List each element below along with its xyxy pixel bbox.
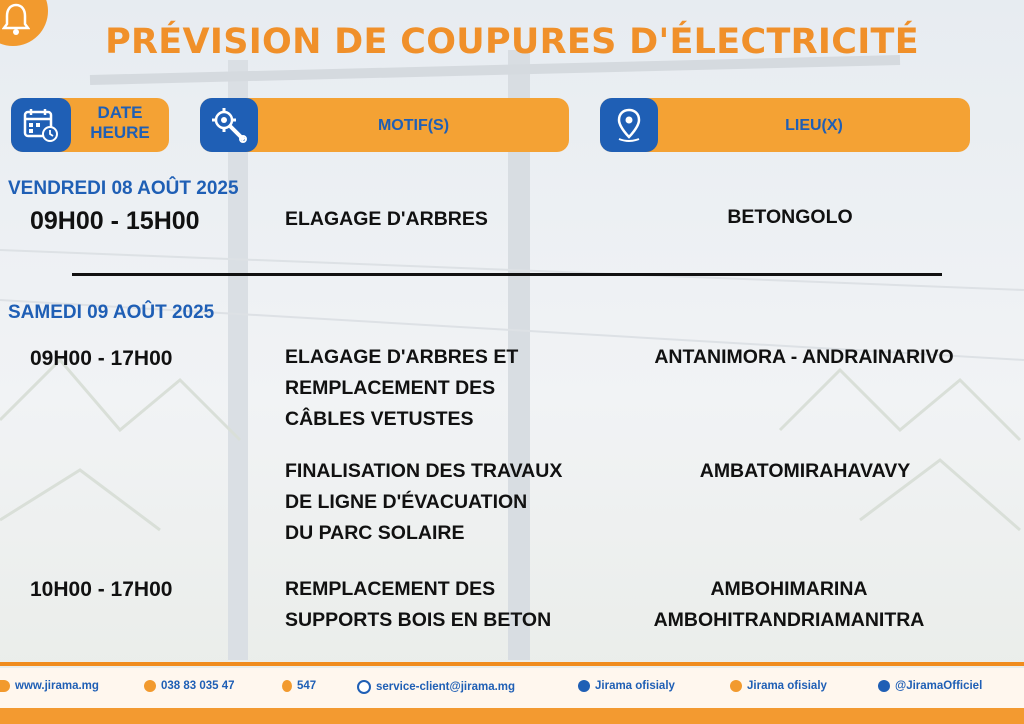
reason-header-iconbox	[200, 98, 258, 152]
place-text	[640, 202, 940, 233]
time-range: 09H00 - 17H00	[30, 347, 173, 370]
footer-social-text: Jirama ofisialy	[747, 680, 827, 692]
reason-line: FINALISATION DES TRAVAUX	[285, 460, 563, 482]
email-icon	[357, 680, 371, 694]
footer-twitter-text: @JiramaOfficiel	[895, 680, 983, 692]
page-title: PRÉVISION DE COUPURES D'ÉLECTRICITÉ	[105, 22, 919, 62]
twitter-icon	[878, 680, 890, 692]
place-line: AMBOHIMARINA	[710, 578, 868, 600]
reason-text	[285, 456, 562, 549]
footer-hotline[interactable]	[282, 680, 316, 692]
footer-facebook[interactable]	[578, 680, 675, 692]
footer-top-band	[0, 662, 1024, 666]
place-text	[620, 342, 988, 373]
footer-twitter[interactable]	[878, 680, 982, 692]
reason-line: DE LIGNE D'ÉVACUATION	[285, 491, 528, 513]
footer-bottom-band	[0, 708, 1024, 724]
calendar-icon	[22, 107, 60, 143]
globe-icon	[0, 680, 10, 692]
day-label: VENDREDI 08 AOÛT 2025	[8, 178, 239, 199]
place-line: AMBATOMIRAHAVAVY	[699, 460, 911, 482]
reason-line: REMPLACEMENT DES	[285, 377, 496, 399]
reason-text	[285, 204, 488, 235]
footer-website-text: www.jirama.mg	[15, 680, 99, 692]
place-text	[620, 574, 958, 636]
place-line: AMBOHITRANDRIAMANITRA	[653, 609, 925, 631]
date-header-label	[76, 103, 164, 143]
hotline-icon	[282, 680, 292, 692]
reason-line: REMPLACEMENT DES	[285, 578, 496, 600]
footer-hotline-text: 547	[297, 680, 317, 692]
place-text	[640, 456, 970, 487]
date-header-iconbox	[11, 98, 71, 152]
footer-website[interactable]	[0, 680, 99, 692]
reason-line: ELAGAGE D'ARBRES	[285, 208, 488, 230]
time-range: 09H00 - 15H00	[30, 207, 200, 235]
social-icon	[730, 680, 742, 692]
place-header-iconbox	[600, 98, 658, 152]
reason-header-label: MOTIF(S)	[377, 117, 450, 134]
footer-phone[interactable]	[144, 680, 235, 692]
location-pin-icon	[613, 107, 645, 143]
reason-text	[285, 342, 518, 435]
footer-facebook-text: Jirama ofisialy	[595, 680, 675, 692]
footer-email-text: service-client@jirama.mg	[376, 681, 516, 693]
place-line: ANTANIMORA - ANDRAINARIVO	[654, 346, 954, 368]
day-label: SAMEDI 09 AOÛT 2025	[8, 302, 215, 323]
gear-wrench-icon	[210, 106, 248, 144]
facebook-icon	[578, 680, 590, 692]
footer-email[interactable]	[357, 680, 515, 694]
phone-icon	[144, 680, 156, 692]
reason-line: CÂBLES VETUSTES	[285, 408, 474, 430]
place-header-label: LIEU(X)	[785, 117, 843, 134]
reason-text	[285, 574, 551, 636]
reason-line: ELAGAGE D'ARBRES ET	[285, 346, 519, 368]
footer-phone-text: 038 83 035 47	[161, 680, 235, 692]
reason-line: SUPPORTS BOIS EN BETON	[285, 609, 552, 631]
time-range: 10H00 - 17H00	[30, 578, 173, 601]
date-label: DATE	[97, 103, 143, 122]
footer-social[interactable]	[730, 680, 827, 692]
time-label: HEURE	[90, 123, 150, 142]
reason-line: DU PARC SOLAIRE	[285, 522, 465, 544]
divider	[72, 273, 942, 276]
place-line: BETONGOLO	[727, 206, 853, 228]
